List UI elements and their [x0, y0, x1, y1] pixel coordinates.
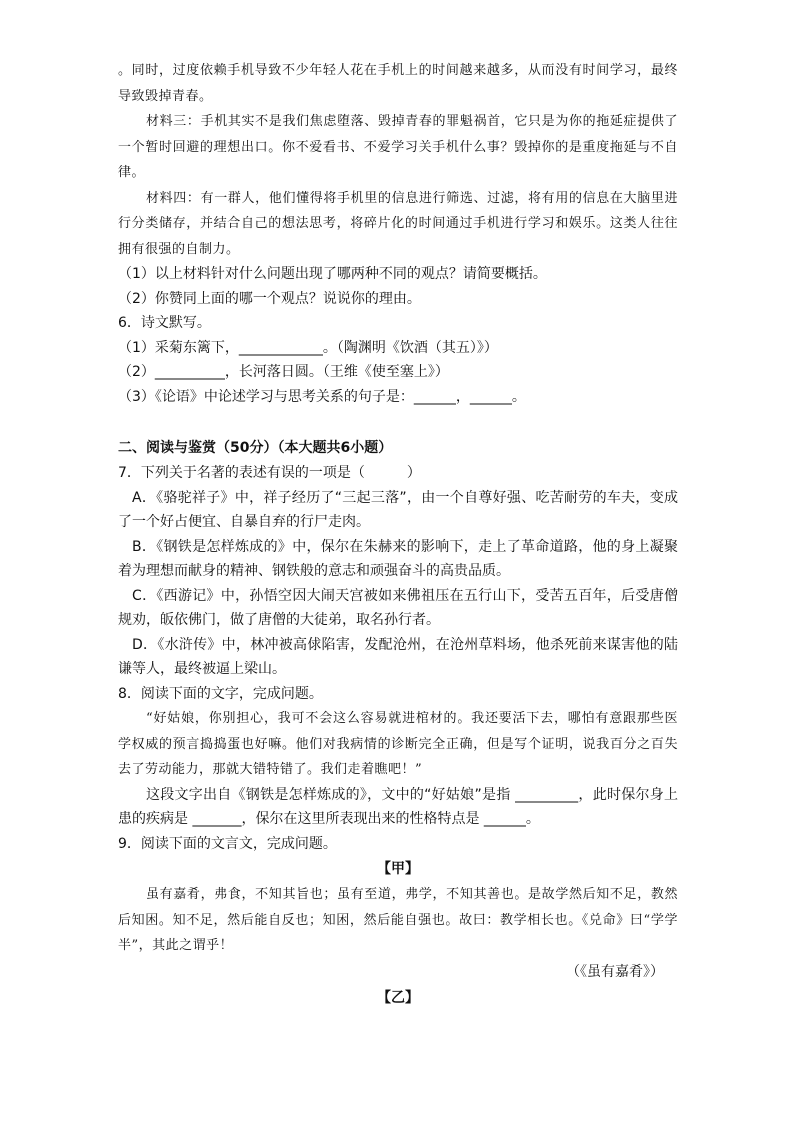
q6-sub3: （3）《论语》中论述学习与思考关系的句子是：______，______。 — [118, 388, 526, 405]
q7-option-b: B．《钢铁是怎样炼成的》中，保尔在朱赫来的影响下，走上了革命道路，他的身上凝聚着为理想而献身的精神、钢铁般的意志和顽强奋斗的高贵品质。 — [118, 538, 678, 579]
q9-jia-source: （《虽有嘉肴》） — [566, 963, 664, 980]
q8-quote: “好姑娘，你别担心，我可不会这么容易就进棺材的。我还要活下去，哪怕有意跟那些医学权威的预言捣捣蛋也好嘛。他们对我病情的诊断完全正确，但是写个证明，说我百分之百失去了劳动能力，那就大错特错了。我们走着瞧吧！” — [118, 711, 678, 777]
q7-option-c: C．《西游记》中，孙悟空因大闹天宫被如来佛祖压在五行山下，受苦五百年，后受唐僧规劝，皈依佛门，做了唐僧的大徒弟，取名孙行者。 — [118, 587, 678, 628]
q8-question: 这段文字出自《钢铁是怎样炼成的》，文中的“好姑娘”是指 _________，此时保尔身上患的疾病是 _______，保尔在这里所表现出来的性格特点是 ______。 — [118, 786, 678, 827]
q9-stem: 9．阅读下面的文言文，完成问题。 — [118, 835, 337, 852]
q7-option-a: A．《骆驼祥子》中，祥子经历了“三起三落”，由一个自尊好强、吃苦耐劳的车夫，变成了一个好占便宜、自暴自弃的行尸走肉。 — [118, 489, 678, 530]
q9-jia-title: 【甲】 — [377, 861, 419, 877]
q5-sub1: （1）以上材料针对什么问题出现了哪两种不同的观点？请简要概括。 — [118, 266, 547, 282]
material-three: 材料三：手机其实不是我们焦虑堕落、毁掉青春的罪魁祸首，它只是为你的拖延症提供了一个暂时回避的理想出口。你不爱看书、不爱学习关手机什么事？毁掉你的是重度拖延与不自律。 — [118, 114, 678, 180]
section-gap — [118, 409, 678, 435]
q6-title: 6．诗文默写。 — [118, 315, 211, 331]
q9-jia-text: 虽有嘉肴，弗食，不知其旨也；虽有至道，弗学，不知其善也。是故学然后知不足，教然后知困。知不足，然后能自反也；知困，然后能自强也。故曰：教学相长也。《兑命》曰“学学半”，其此之谓乎！ — [118, 887, 678, 953]
passage-continuation: 。同时，过度依赖手机导致不少年轻人花在手机上的时间越来越多，从而没有时间学习，最终导致毁掉青春。 — [118, 63, 678, 104]
q6-sub1: （1）采菊东篱下，____________。（陶渊明《饮酒（其五）》） — [118, 339, 498, 356]
section-two-heading: 二、阅读与鉴赏（50分）（本大题共6小题） — [118, 440, 393, 456]
q9-yi-title: 【乙】 — [377, 989, 419, 1006]
material-four: 材料四：有一群人，他们懂得将手机里的信息进行筛选、过滤，将有用的信息在大脑里进行分类储存，并结合自己的想法思考，将碎片化的时间通过手机进行学习和娱乐。这类人往往拥有很强的自制力。 — [118, 190, 678, 257]
q5-sub2: （2）你赞同上面的哪一个观点？说说你的理由。 — [118, 290, 421, 307]
q8-stem: 8．阅读下面的文字，完成问题。 — [118, 685, 323, 702]
document-page — [118, 58, 678, 1011]
q7-option-d: D．《水浒传》中，林冲被高俅陷害，发配沧州，在沧州草料场，他杀死前来谋害他的陆谦等人，最终被逼上梁山。 — [118, 636, 678, 677]
q7-stem: 7．下列关于名著的表述有误的一项是（ ） — [118, 465, 421, 481]
q6-sub2: （2）__________，长河落日圆。（王维《使至塞上》） — [118, 364, 449, 380]
